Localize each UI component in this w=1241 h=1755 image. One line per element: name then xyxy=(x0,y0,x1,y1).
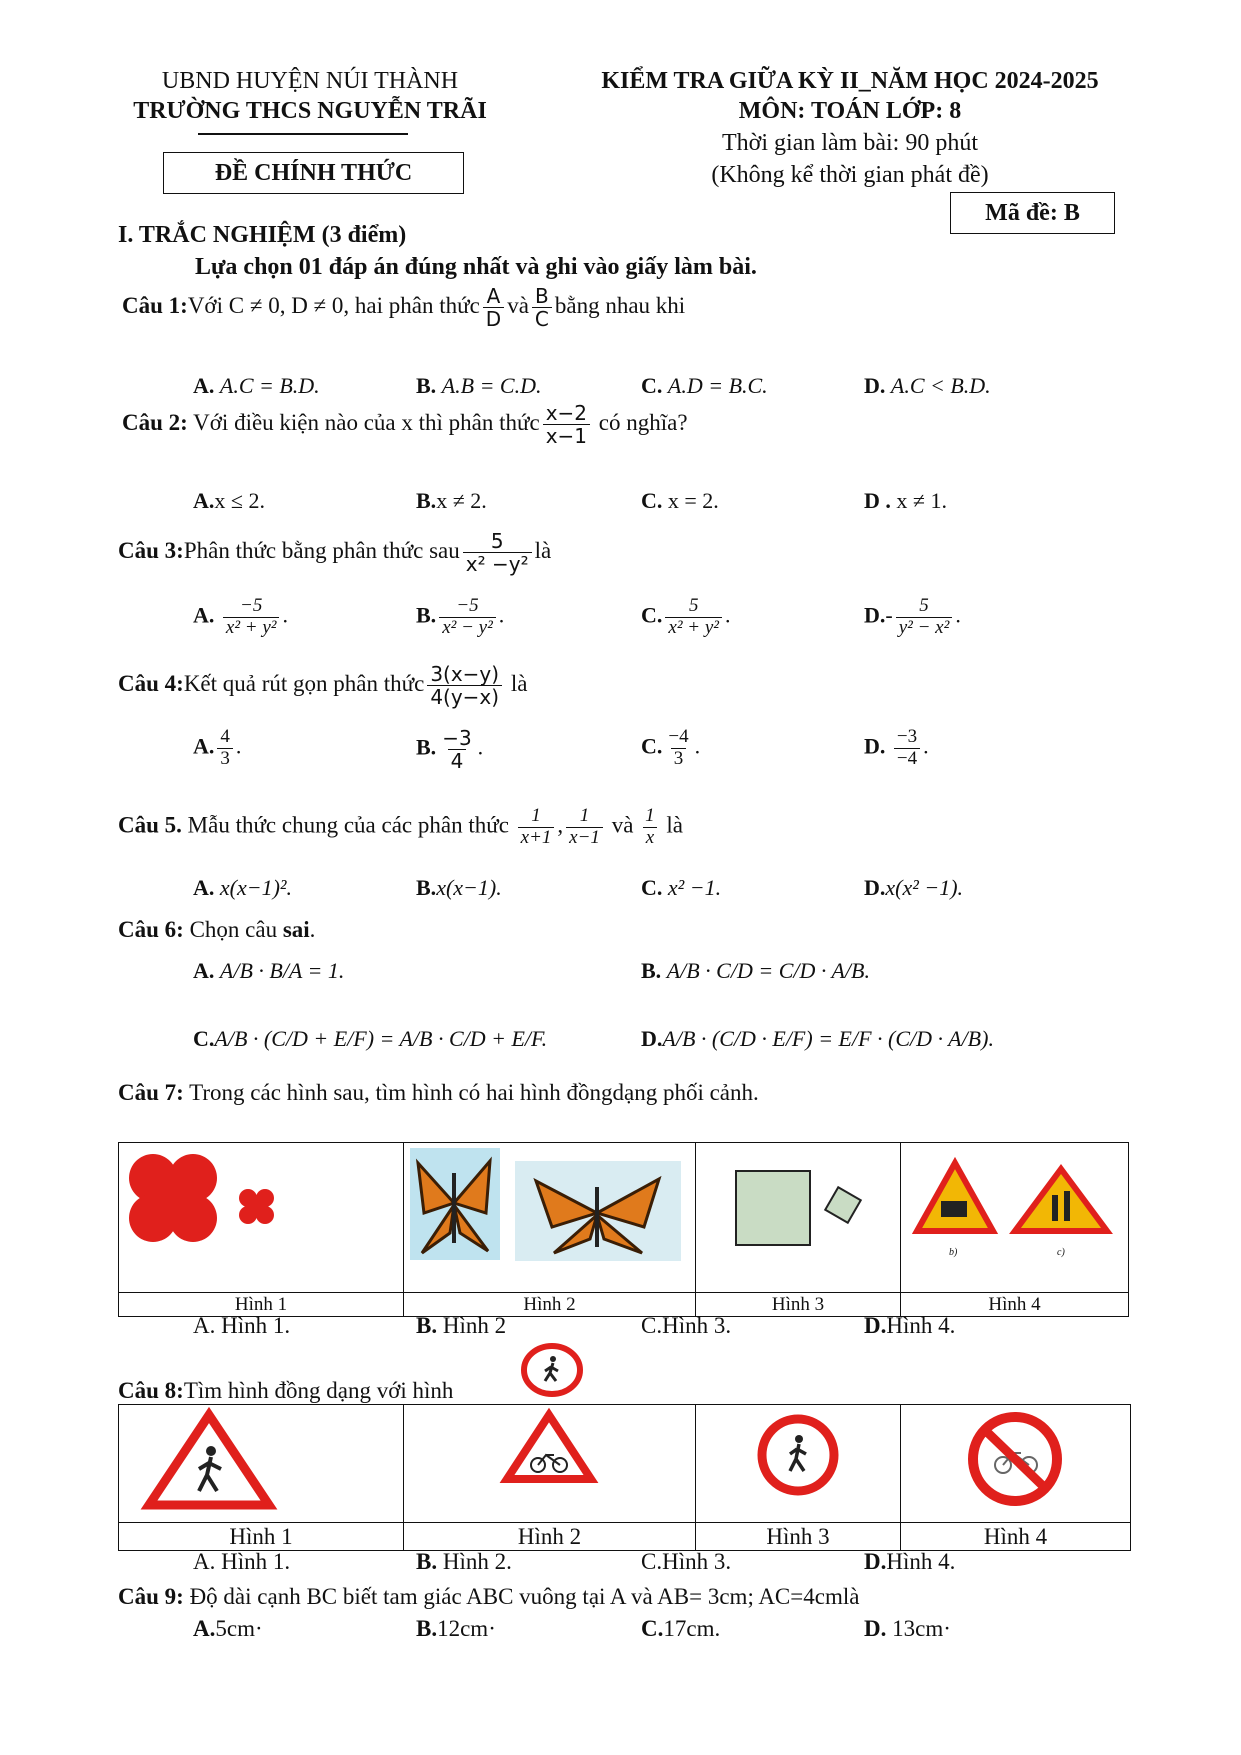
q9-text: Độ dài cạnh BC biết tam giác ABC vuông tại A và AB= 3cm; AC=4cmlà xyxy=(189,1584,860,1609)
q3-text-a: Phân thức bằng phân thức sau xyxy=(183,537,460,563)
q4-f-num: 3(x−y) xyxy=(430,662,500,686)
q4-option-b[interactable]: B. $\frac{-3}{4}$ . xyxy=(416,726,484,773)
question-6: Câu 6: Chọn câu sai. xyxy=(118,917,316,942)
q3-d-den: y² − x² xyxy=(896,617,953,639)
school-name: TRƯỜNG THCS NGUYỄN TRÃI xyxy=(133,98,487,124)
q4-c-frac xyxy=(665,727,691,770)
q2-f-den: x−1 xyxy=(543,424,590,447)
q1-option-b-text: A.B = C.D. xyxy=(441,373,542,398)
q9-option-b-text: 12cm· xyxy=(437,1616,496,1641)
q4-a-den: 3 xyxy=(217,748,233,770)
q7-sign-label-c: c) xyxy=(1057,1247,1065,1258)
q8-option-c[interactable]: C.Hình 3. xyxy=(641,1549,732,1574)
q4-fraction xyxy=(427,663,502,708)
question-3 xyxy=(118,530,551,575)
q8-option-a[interactable]: A. Hình 1. xyxy=(193,1549,291,1574)
q6-label: Câu 6: xyxy=(118,917,184,942)
q5-option-a[interactable]: A. x(x−1)². xyxy=(193,875,293,900)
q1-option-c[interactable]: C. A.D = B.C. xyxy=(641,373,768,398)
q7-label: Câu 7: xyxy=(118,1080,184,1105)
q8-reference-sign xyxy=(520,1342,584,1398)
q7-option-d[interactable]: D.Hình 4. xyxy=(864,1313,956,1338)
q2-option-c-text: x = 2. xyxy=(667,488,719,513)
q8-option-d-text: Hình 4. xyxy=(886,1549,956,1574)
q7-caption-3: Hình 3 xyxy=(696,1293,901,1317)
q3-b-frac xyxy=(439,596,496,639)
q7-caption-2: Hình 2 xyxy=(404,1293,696,1317)
q8-option-d[interactable]: D.Hình 4. xyxy=(864,1549,956,1574)
q3-a-num: −5 xyxy=(240,595,263,616)
q1-option-d-text: A.C < B.D. xyxy=(890,373,991,398)
q2-option-d-text: x ≠ 1. xyxy=(896,488,947,513)
q5-text-b: là xyxy=(666,812,684,838)
q1-f1-den: D xyxy=(483,307,504,330)
q4-c-num: −4 xyxy=(668,726,689,747)
q3-f-num: 5 xyxy=(490,529,504,553)
q2-text-a: Với điều kiện nào của x thì phân thức xyxy=(193,409,540,435)
question-1 xyxy=(122,285,685,330)
header-underline xyxy=(198,133,408,135)
q9-option-a[interactable]: A.5cm· xyxy=(193,1616,263,1641)
q1-text-a: Với C ≠ 0, D ≠ 0, hai phân thức xyxy=(187,292,480,318)
q1-option-c-text: A.D = B.C. xyxy=(667,373,768,398)
question-5: Câu 5. Mẫu thức chung của các phân thức $\frac{1}{x+1}$ , $\frac{1}{x-1}$ và $\frac{1}{x}$ là xyxy=(118,805,684,848)
q8-pedestrian-circle xyxy=(696,1405,900,1517)
q7-flower-image xyxy=(119,1143,403,1287)
q4-text-a: Kết quả rút gọn phân thức xyxy=(183,670,425,696)
q8-option-c-text: Hình 3. xyxy=(662,1549,732,1574)
q6-option-a-text: A/B · B/A = 1. xyxy=(219,958,345,983)
q2-f-num: x−2 xyxy=(545,401,588,425)
q8-no-bicycle-sign xyxy=(901,1405,1130,1517)
q1-option-a-text: A.C = B.D. xyxy=(219,373,320,398)
q5-fraction-1 xyxy=(518,806,555,849)
q9-option-d-text: 13cm· xyxy=(892,1616,951,1641)
q7-option-b-text: Hình 2 xyxy=(442,1313,507,1338)
q7-caption-4: Hình 4 xyxy=(901,1293,1129,1317)
q5-option-c[interactable]: C. x² −1. xyxy=(641,875,722,900)
q4-text-b: là xyxy=(510,670,528,696)
q2-option-d[interactable]: D . x ≠ 1. xyxy=(864,488,947,513)
q3-c-frac xyxy=(665,596,722,639)
q3-d-frac xyxy=(896,596,953,639)
q2-text-b: có nghĩa? xyxy=(598,409,688,435)
question-2 xyxy=(122,402,688,447)
q6-option-a[interactable]: A. A/B · B/A = 1. xyxy=(193,958,345,983)
q4-c-den: 3 xyxy=(671,748,687,770)
question-8 xyxy=(118,1376,453,1406)
q3-f-den: x² −y² xyxy=(463,552,532,575)
q4-b-frac xyxy=(439,727,474,772)
q3-text-b: là xyxy=(534,537,552,563)
q8-label: Câu 8: xyxy=(118,1378,184,1403)
question-7 xyxy=(118,1078,759,1108)
q5-fraction-3 xyxy=(642,806,658,849)
q5-f2-num: 1 xyxy=(579,805,590,826)
q3-option-a[interactable]: A. $\frac{-5}{\text{x² + y²}}$ . xyxy=(193,595,288,638)
q5-option-d[interactable]: D.x(x² −1). xyxy=(864,875,964,900)
q4-a-num: 4 xyxy=(220,726,230,747)
q1-f2-den: C xyxy=(532,307,552,330)
q6-option-d[interactable]: D.A/B · (C/D · E/F) = E/F · (C/D · A/B). xyxy=(641,1026,994,1051)
section-instruction: Lựa chọn 01 đáp án đúng nhất và ghi vào giấy làm bài. xyxy=(195,254,757,280)
q5-f3-den: x xyxy=(643,827,657,849)
q4-option-a[interactable]: A. $\frac{4}{3}$ . xyxy=(193,726,242,769)
q7-figure-table xyxy=(118,1142,1129,1317)
q8-fig4-cell xyxy=(901,1405,1131,1523)
q9-option-a-text: 5cm· xyxy=(215,1616,263,1641)
exam-title: KIỂM TRA GIỮA KỲ II_NĂM HỌC 2024-2025 xyxy=(601,68,1099,94)
q3-option-d[interactable]: D.- $\frac{5}{\text{y² − x²}}$ . xyxy=(864,595,961,638)
q5-option-a-text: x(x−1)². xyxy=(219,875,293,900)
q1-f1-num: A xyxy=(486,284,501,308)
q7-text: Trong các hình sau, tìm hình có hai hình đồngdạng phối cảnh. xyxy=(189,1080,759,1105)
q7-option-d-text: Hình 4. xyxy=(886,1313,956,1338)
q3-d-prefix: - xyxy=(885,602,893,628)
q8-caption-4: Hình 4 xyxy=(901,1523,1131,1551)
q5-fraction-2 xyxy=(566,806,603,849)
subject-line: MÔN: TOÁN LỚP: 8 xyxy=(738,98,962,124)
q7-option-a-text: Hình 1. xyxy=(221,1313,291,1338)
q5-option-c-text: x² −1. xyxy=(667,875,722,900)
q9-label: Câu 9: xyxy=(118,1584,184,1609)
q5-option-b[interactable]: B.x(x−1). xyxy=(416,875,502,900)
q4-label: Câu 4: xyxy=(118,670,184,696)
q3-label: Câu 3: xyxy=(118,537,184,563)
q4-d-num: −3 xyxy=(896,726,918,747)
q6-text: Chọn câu xyxy=(189,917,278,942)
q7-fig3-cell xyxy=(696,1143,901,1293)
time-line: Thời gian làm bài: 90 phút xyxy=(722,130,978,156)
q5-and: và xyxy=(611,812,634,838)
q1-option-b[interactable]: B. A.B = C.D. xyxy=(416,373,542,398)
q7-signs-image xyxy=(901,1143,1128,1287)
q1-text-b: bằng nhau khi xyxy=(554,292,686,318)
question-4 xyxy=(118,663,527,708)
q2-option-a[interactable]: A.x ≤ 2. xyxy=(193,488,265,513)
q8-bicycle-triangle xyxy=(404,1405,695,1517)
q4-a-frac xyxy=(217,727,233,770)
q3-fraction xyxy=(463,530,532,575)
q6-emph: sai xyxy=(282,917,310,942)
q8-fig2-cell xyxy=(404,1405,696,1523)
q4-d-frac xyxy=(894,727,920,770)
q7-fig4-cell xyxy=(901,1143,1129,1293)
q4-option-d[interactable]: D. $\frac{-3}{-4}$ . xyxy=(864,726,929,769)
q8-fig3-cell xyxy=(696,1405,901,1523)
q4-b-num: −3 xyxy=(442,726,472,750)
q1-fraction-2 xyxy=(532,285,552,330)
q7-fig2-cell xyxy=(404,1143,696,1293)
q3-c-den: x² + y² xyxy=(665,617,722,639)
q2-option-c[interactable]: C. x = 2. xyxy=(641,488,719,513)
q8-option-a-text: Hình 1. xyxy=(221,1549,291,1574)
q4-option-c[interactable]: C. $\frac{-4}{3}$ . xyxy=(641,726,701,769)
q7-caption-1: Hình 1 xyxy=(119,1293,404,1317)
q3-b-den: x² − y² xyxy=(439,617,496,639)
q8-caption-3: Hình 3 xyxy=(696,1523,901,1551)
q5-f2-den: x−1 xyxy=(566,827,603,849)
q8-option-b-text: Hình 2. xyxy=(442,1549,512,1574)
q3-c-num: 5 xyxy=(688,595,699,616)
q5-f1-num: 1 xyxy=(531,805,541,826)
q7-option-c[interactable]: C.Hình 3. xyxy=(641,1313,732,1338)
q6-option-b-text: A/B · C/D = C/D · A/B. xyxy=(666,958,870,983)
district-name: UBND HUYỆN NÚI THÀNH xyxy=(161,68,459,94)
q2-option-a-text: x ≤ 2. xyxy=(214,488,265,513)
q6-option-d-text: A/B · (C/D · E/F) = E/F · (C/D · A/B). xyxy=(662,1026,994,1051)
q1-option-d[interactable]: D. A.C < B.D. xyxy=(864,373,991,398)
q9-option-c-text: 17cm. xyxy=(663,1616,721,1641)
official-badge: ĐỀ CHÍNH THỨC xyxy=(163,152,464,194)
q2-label: Câu 2: xyxy=(122,409,188,435)
q5-f1-den: x+1 xyxy=(518,827,555,849)
q3-a-den: x² + y² xyxy=(223,617,280,639)
q7-squares-image xyxy=(696,1143,900,1287)
exam-code: Mã đề: B xyxy=(950,192,1115,234)
q7-butterfly-image xyxy=(404,1143,695,1287)
q3-option-b[interactable]: B. $\frac{-5}{\text{x² − y²}}$ . xyxy=(416,595,505,638)
q3-a-frac xyxy=(223,596,280,639)
q8-figure-table xyxy=(118,1404,1131,1551)
q3-d-num: 5 xyxy=(919,595,929,616)
q7-sign-label-b: b) xyxy=(949,1247,958,1258)
q5-label: Câu 5. xyxy=(118,812,182,838)
q9-option-b[interactable]: B.12cm· xyxy=(416,1616,496,1641)
q6-option-c-text: A/B · (C/D + E/F) = A/B · C/D + E/F. xyxy=(214,1026,548,1051)
q1-f2-num: B xyxy=(535,284,549,308)
q8-fig1-cell xyxy=(119,1405,404,1523)
q8-text: Tìm hình đồng dạng với hình xyxy=(183,1378,454,1403)
question-9 xyxy=(118,1582,859,1612)
q1-fraction-1 xyxy=(483,285,504,330)
q3-b-num: −5 xyxy=(456,595,479,616)
q7-option-a[interactable]: A. Hình 1. xyxy=(193,1313,291,1338)
q8-pedestrian-triangle xyxy=(119,1405,403,1517)
section-title: I. TRẮC NGHIỆM (3 điểm) xyxy=(118,222,407,248)
q5-f3-num: 1 xyxy=(645,805,655,826)
q7-option-c-text: Hình 3. xyxy=(662,1313,732,1338)
q7-fig1-cell xyxy=(119,1143,404,1293)
q9-option-c[interactable]: C.17cm. xyxy=(641,1616,721,1641)
q7-option-b[interactable]: B. Hình 2 xyxy=(416,1313,507,1338)
q2-option-b-text: x ≠ 2. xyxy=(436,488,487,513)
q1-and: và xyxy=(507,292,529,318)
q5-option-b-text: x(x−1). xyxy=(436,875,502,900)
q1-option-a[interactable]: A. A.C = B.D. xyxy=(193,373,320,398)
q2-option-b[interactable]: B.x ≠ 2. xyxy=(416,488,487,513)
q5-text-a: Mẫu thức chung của các phân thức xyxy=(187,812,509,838)
q8-caption-2: Hình 2 xyxy=(404,1523,696,1551)
q3-option-c[interactable]: C. $\frac{5}{\text{x² + y²}}$ . xyxy=(641,595,731,638)
q1-label: Câu 1: xyxy=(122,292,188,318)
q8-option-b[interactable]: B. Hình 2. xyxy=(416,1549,512,1574)
q6-option-c[interactable]: C.A/B · (C/D + E/F) = A/B · C/D + E/F. xyxy=(193,1026,548,1051)
q8-caption-1: Hình 1 xyxy=(119,1523,404,1551)
q5-option-d-text: x(x² −1). xyxy=(885,875,964,900)
time-note: (Không kể thời gian phát đề) xyxy=(711,162,989,188)
q6-option-b[interactable]: B. A/B · C/D = C/D · A/B. xyxy=(641,958,870,983)
q4-f-den: 4(y−x) xyxy=(427,685,502,708)
q9-option-d[interactable]: D. 13cm· xyxy=(864,1616,951,1641)
q4-d-den: −4 xyxy=(894,748,920,770)
q4-b-den: 4 xyxy=(448,749,467,772)
q2-fraction xyxy=(543,402,590,447)
